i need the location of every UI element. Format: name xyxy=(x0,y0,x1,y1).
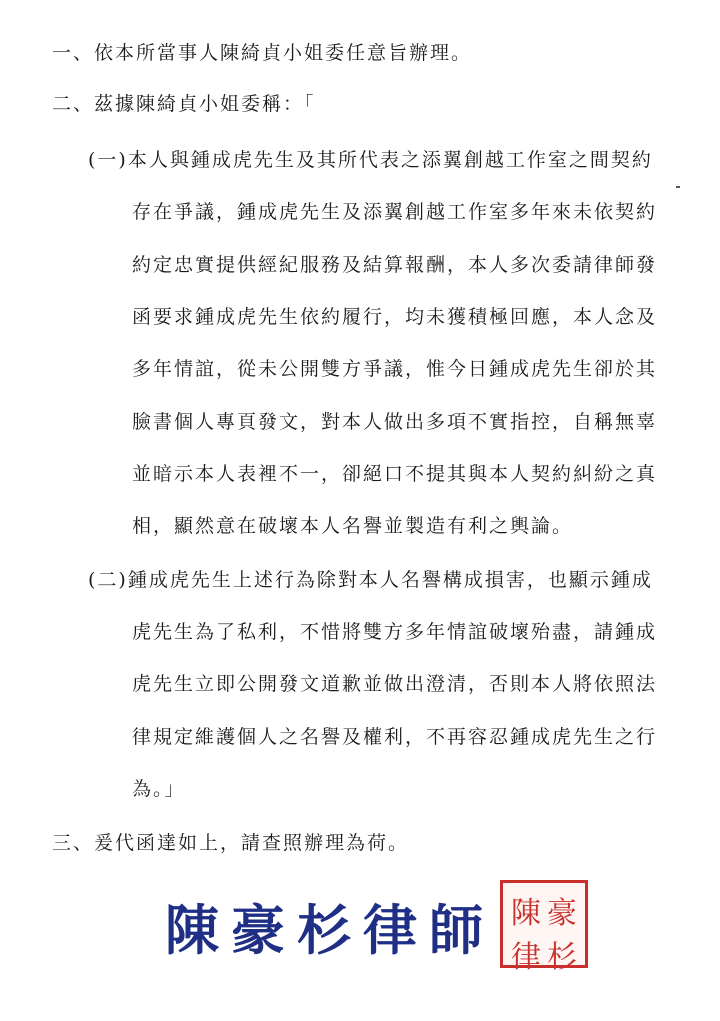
item-2: 二、茲據陳綺貞小姐委稱：「 xyxy=(52,93,316,115)
clause-2-line-2: 虎先生為了私利，不惜將雙方多年情誼破壞殆盡，請鍾成 xyxy=(132,621,658,643)
clause-1-line-8: 相，顯然意在破壞本人名譽並製造有利之輿論。 xyxy=(132,515,574,537)
clause-1-line-7: 並暗示本人表裡不一，卻絕口不提其與本人契約糾紛之真 xyxy=(132,463,658,485)
clause-1-line-1: (一)本人與鍾成虎先生及其所代表之添翼創越工作室之間契約 xyxy=(88,149,653,171)
item-1: 一、依本所當事人陳綺貞小姐委任意旨辦理。 xyxy=(52,42,473,64)
item-3: 三、爰代函達如上，請查照辦理為荷。 xyxy=(52,832,410,854)
clause-2-line-1: (二)鍾成虎先生上述行為除對本人名譽構成損害，也顯示鍾成 xyxy=(88,569,653,591)
seal-char: 豪 xyxy=(547,896,577,931)
clause-1-line-5: 多年情誼，從未公開雙方爭議，惟今日鍾成虎先生卻於其 xyxy=(132,358,658,380)
clause-1-line-4: 函要求鍾成虎先生依約履行，均未獲積極回應，本人念及 xyxy=(132,306,658,328)
seal-char: 陳 xyxy=(511,896,541,931)
clause-1-line-2: 存在爭議，鍾成虎先生及添翼創越工作室多年來未依契約 xyxy=(132,201,658,223)
lawyer-signature: 陳豪杉律師 xyxy=(165,898,495,962)
clause-2-line-4: 律規定維護個人之名譽及權利，不再容忍鍾成虎先生之行 xyxy=(132,726,658,748)
red-seal-stamp xyxy=(500,880,588,975)
clause-1-line-3: 約定忠實提供經紀服務及結算報酬，本人多次委請律師發 xyxy=(132,254,658,276)
clause-2-line-3: 虎先生立即公開發文道歉並做出澄清，否則本人將依照法 xyxy=(132,673,658,695)
clause-1-line-6: 臉書個人專頁發文，對本人做出多項不實指控，自稱無辜 xyxy=(132,411,658,433)
clause-2-line-5: 為。」 xyxy=(132,778,186,800)
seal-char: 杉 xyxy=(547,940,577,975)
seal-char: 律 xyxy=(511,940,541,975)
scan-speck xyxy=(676,186,680,188)
